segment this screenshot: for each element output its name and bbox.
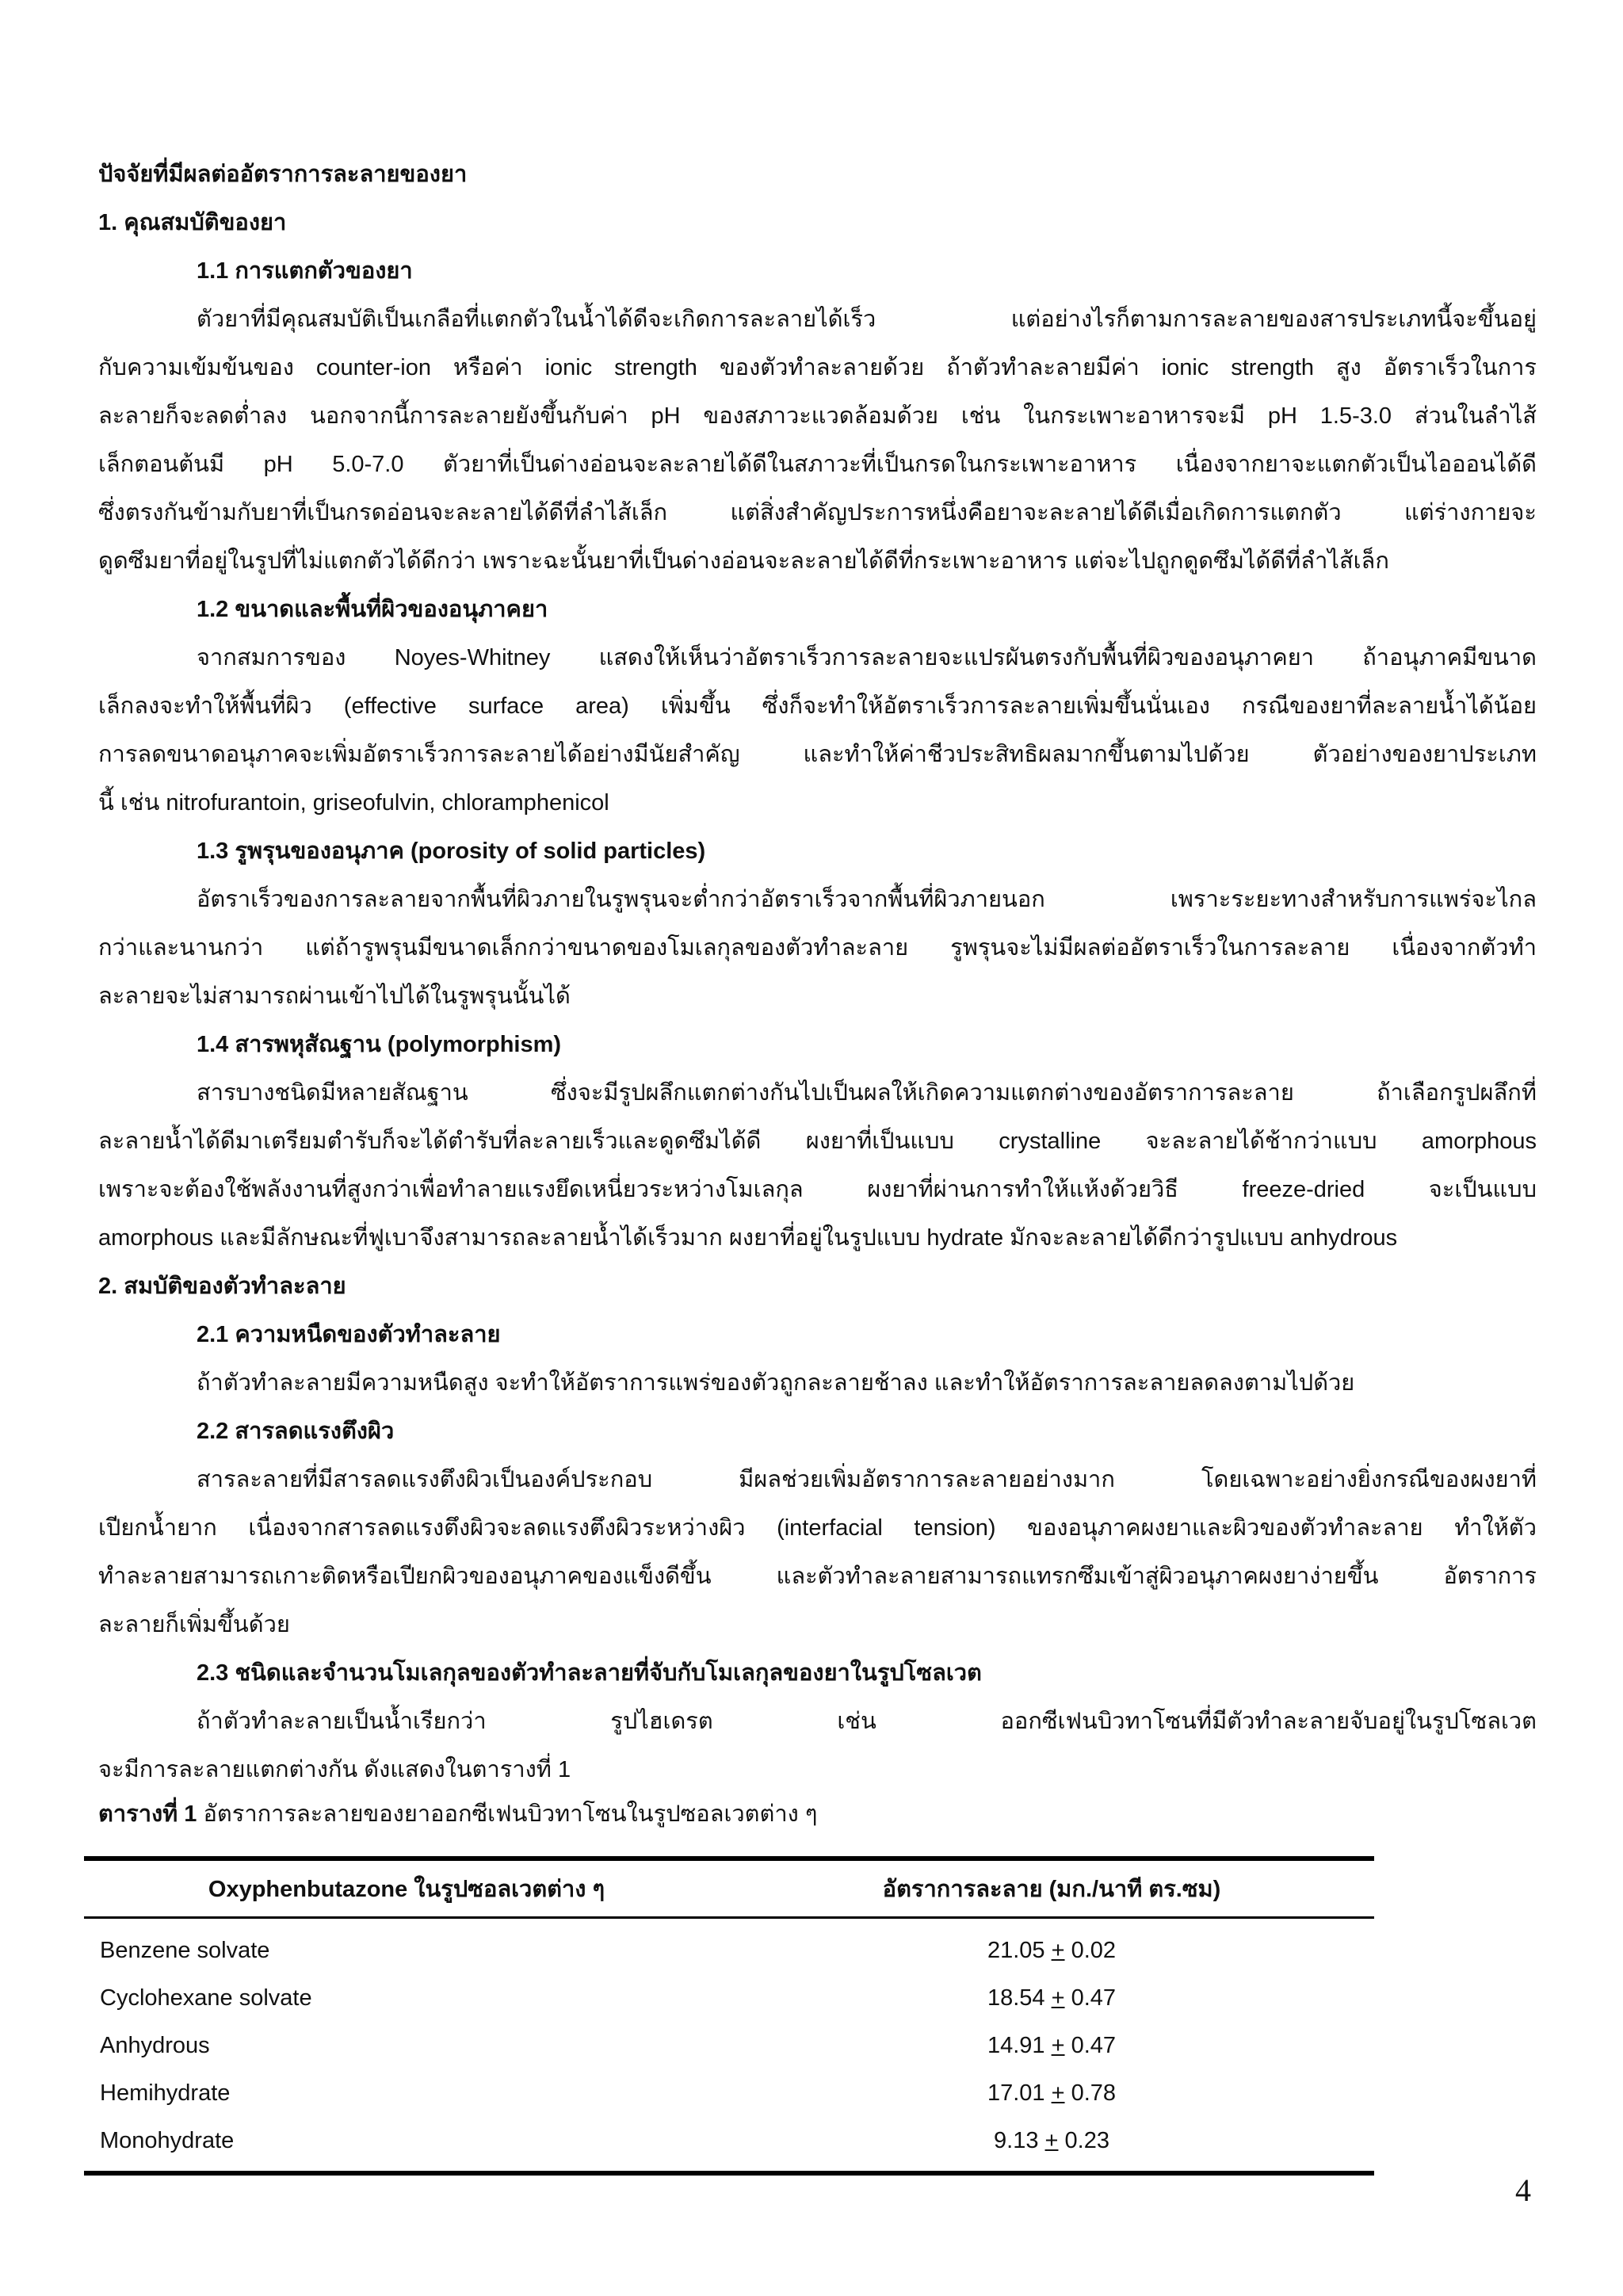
rate-sd: 0.02: [1071, 1937, 1117, 1963]
subsection-1-4-title: 1.4 สารพหุสัณฐาน (polymorphism): [197, 1032, 562, 1057]
dissolution-rate-table: [84, 1856, 1374, 2176]
rate-mean: 17.01: [987, 2080, 1045, 2106]
plus-minus-sign: +: [1051, 2032, 1065, 2058]
plus-minus-sign: +: [1051, 2080, 1065, 2106]
subsection-2-3-title: 2.3 ชนิดและจำนวนโมเลกุลของตัวทำละลายที่จับกับโมเลกุลของยาในรูปโซลเวต: [197, 1660, 982, 1686]
paragraph-line: ดูดซึมยาที่อยู่ในรูปที่ไม่แตกตัวได้ดีกว่า เพราะฉะนั้นยาที่เป็นด่างอ่อนจะละลายได้ดีที่กระเพาะอาหาร แต่จะไปถูกดูดซึมได้ดีที่ลำไส้เล็ก: [98, 548, 1389, 574]
rate-value: [729, 2022, 1374, 2069]
paragraph-line: จากสมการของ Noyes-Whitney แสดงให้เห็นว่าอัตราเร็วการละลายจะแปรผันตรงกับพื้นที่ผิวของอนุภาคยา ถ้าอนุภาคมีขนาด: [197, 645, 1537, 670]
paragraph-line: ทำละลายสามารถเกาะติดหรือเปียกผิวของอนุภาคของแข็งดีขึ้น และตัวทำละลายสามารถแทรกซึมเข้าสู่ผิวอนุภาคผงยาง่ายขึ้น อัตราการ: [98, 1564, 1537, 1589]
solvate-name: Hemihydrate: [100, 2080, 231, 2106]
table-row: [84, 1974, 1374, 2022]
rate-mean: 18.54: [987, 1985, 1045, 2011]
paragraph-line: ละลายก็จะลดต่ำลง นอกจากนี้การละลายยังขึ้นกับค่า pH ของสภาวะแวดล้อมด้วย เช่น ในกระเพาะอาหารจะมี pH 1.5-3.0 ส่วนในลำไส้: [98, 403, 1537, 429]
rate-value: [729, 1974, 1374, 2022]
paragraph-line: สารบางชนิดมีหลายสัณฐาน ซึ่งจะมีรูปผลึกแตกต่างกันไปเป็นผลให้เกิดความแตกต่างของอัตราการละลาย ถ้าเลือกรูปผลึกที่: [197, 1080, 1537, 1106]
subsection-1-1-title: 1.1 การแตกตัวของยา: [197, 258, 413, 284]
rate-mean: 14.91: [987, 2032, 1045, 2058]
solvate-name: Benzene solvate: [100, 1937, 270, 1963]
table-row: [84, 2022, 1374, 2069]
paragraph-line: ถ้าตัวทำละลายมีความหนืดสูง จะทำให้อัตราการแพร่ของตัวถูกละลายช้าลง และทำให้อัตราการละลายลดลงตามไปด้วย: [197, 1370, 1355, 1396]
paragraph-line: ละลายน้ำได้ดีมาเตรียมตำรับก็จะได้ตำรับที่ละลายเร็วและดูดซึมได้ดี ผงยาที่เป็นแบบ crystalline จะละลายได้ช้ากว่าแบบ amorphous: [98, 1129, 1537, 1154]
document-body: [98, 151, 1537, 1834]
rate-value: [729, 2117, 1374, 2173]
paragraph-line: ตัวยาที่มีคุณสมบัติเป็นเกลือที่แตกตัวในน้ำได้ดีจะเกิดการละลายได้เร็ว แต่อย่างไรก็ตามการละลายของสารประเภทนี้จะขึ้นอยู่: [197, 307, 1537, 332]
paragraph-line: นี้ เช่น nitrofurantoin, griseofulvin, chloramphenicol: [98, 790, 609, 816]
subsection-1-2-title: 1.2 ขนาดและพื้นที่ผิวของอนุภาคยา: [197, 597, 548, 622]
subsection-2-1-title: 2.1 ความหนืดของตัวทำละลาย: [197, 1322, 501, 1347]
paragraph-line: เพราะจะต้องใช้พลังงานที่สูงกว่าเพื่อทำลายแรงยึดเหนี่ยวระหว่างโมเลกุล ผงยาที่ผ่านการทำให้แห้งด้วยวิธี freeze-dried จะเป็นแบบ: [98, 1177, 1537, 1202]
paragraph-line: ละลายจะไม่สามารถผ่านเข้าไปได้ในรูพรุนนั้นได้: [98, 984, 571, 1009]
section-1-title: 1. คุณสมบัติของยา: [98, 210, 287, 235]
subsection-2-2-title: 2.2 สารลดแรงตึงผิว: [197, 1419, 395, 1444]
paragraph-line: ถ้าตัวทำละลายเป็นน้ำเรียกว่า รูปไฮเดรต เช่น ออกซีเฟนบิวทาโซนที่มีตัวทำละลายจับอยู่ในรูปโซลเวต: [197, 1709, 1537, 1734]
page-heading: ปัจจัยที่มีผลต่ออัตราการละลายของยา: [98, 162, 468, 187]
paragraph-line: เล็กลงจะทำให้พื้นที่ผิว (effective surface area) เพิ่มขึ้น ซึ่งก็จะทำให้อัตราเร็วการละลายเพิ่มขึ้นนั่นเอง กรณีของยาที่ละลายน้ำได้น้อย: [98, 693, 1537, 719]
rate-mean: 21.05: [987, 1937, 1045, 1963]
rate-mean: 9.13: [994, 2127, 1039, 2153]
paragraph-line: การลดขนาดอนุภาคจะเพิ่มอัตราเร็วการละลายได้อย่างมีนัยสำคัญ และทำให้ค่าชีวประสิทธิผลมากขึ้นตามไปด้วย ตัวอย่างของยาประเภท: [98, 742, 1537, 767]
column-header-solvate: Oxyphenbutazone ในรูปซอลเวตต่าง ๆ: [84, 1859, 729, 1918]
subsection-1-3-title: 1.3 รูพรุนของอนุภาค (porosity of solid particles): [197, 839, 706, 864]
table-caption: [98, 1794, 1537, 1834]
paragraph-line: ละลายก็เพิ่มขึ้นด้วย: [98, 1612, 290, 1637]
paragraph-line: เปียกน้ำยาก เนื่องจากสารลดแรงตึงผิวจะลดแรงตึงผิวระหว่างผิว (interfacial tension) ของอนุภาคผงยาและผิวของตัวทำละลาย ทำให้ตัว: [98, 1515, 1537, 1541]
table-header-row: [84, 1859, 1374, 1918]
column-header-rate: อัตราการละลาย (มก./นาที ตร.ซม): [729, 1859, 1374, 1918]
paragraph-line: ซึ่งตรงกันข้ามกับยาที่เป็นกรดอ่อนจะละลายได้ดีที่ลำไส้เล็ก แต่สิ่งสำคัญประการหนึ่งคือยาจะละลายได้ดีเมื่อเกิดการแตกตัว แต่ร่างกายจะ: [98, 500, 1537, 525]
table-row: [84, 2069, 1374, 2117]
plus-minus-sign: +: [1051, 1937, 1065, 1963]
rate-sd: 0.47: [1071, 2032, 1117, 2058]
paragraph-line: กับความเข้มข้นของ counter-ion หรือค่า ionic strength ของตัวทำละลายด้วย ถ้าตัวทำละลายมีค่า ionic strength สูง อัตราเร็วในการ: [98, 355, 1537, 380]
solvate-name: Anhydrous: [100, 2032, 210, 2058]
section-2-title: 2. สมบัติของตัวทำละลาย: [98, 1274, 346, 1299]
page-number: 4: [1515, 2172, 1531, 2208]
solvate-name: Monohydrate: [84, 2117, 729, 2173]
paragraph-line: เล็กตอนต้นมี pH 5.0-7.0 ตัวยาที่เป็นด่างอ่อนจะละลายได้ดีในสภาวะที่เป็นกรดในกระเพาะอาหาร เนื่องจากยาจะแตกตัวเป็นไอออนได้ดี: [98, 452, 1537, 477]
plus-minus-sign: +: [1044, 2127, 1059, 2153]
paragraph-line: อัตราเร็วของการละลายจากพื้นที่ผิวภายในรูพรุนจะต่ำกว่าอัตราเร็วจากพื้นที่ผิวภายนอก เพราะระยะทางสำหรับการแพร่จะไกล: [197, 887, 1537, 912]
solvate-name: Cyclohexane solvate: [100, 1985, 312, 2011]
rate-sd: 0.23: [1064, 2127, 1109, 2153]
rate-sd: 0.78: [1071, 2080, 1117, 2106]
plus-minus-sign: +: [1051, 1985, 1065, 2011]
paragraph-line: กว่าและนานกว่า แต่ถ้ารูพรุนมีขนาดเล็กกว่าขนาดของโมเลกุลของตัวทำละลาย รูพรุนจะไม่มีผลต่ออัตราเร็วในการละลาย เนื่องจากตัวทำ: [98, 935, 1537, 961]
table-caption-text: อัตราการละลายของยาออกซีเฟนบิวทาโซนในรูปซอลเวตต่าง ๆ: [197, 1801, 818, 1827]
table-caption-label: ตารางที่ 1: [98, 1801, 197, 1827]
paragraph-line: จะมีการละลายแตกต่างกัน ดังแสดงในตารางที่ 1: [98, 1757, 571, 1782]
rate-value: [729, 2069, 1374, 2117]
table-row: [84, 1918, 1374, 1975]
rate-sd: 0.47: [1071, 1985, 1117, 2011]
paragraph-line: amorphous และมีลักษณะที่ฟูเบาจึงสามารถละลายน้ำได้เร็วมาก ผงยาที่อยู่ในรูปแบบ hydrate มักจะละลายได้ดีกว่ารูปแบบ anhydrous: [98, 1225, 1398, 1251]
table-row: [84, 2117, 1374, 2173]
paragraph-line: สารละลายที่มีสารลดแรงตึงผิวเป็นองค์ประกอบ มีผลช่วยเพิ่มอัตราการละลายอย่างมาก โดยเฉพาะอย่างยิ่งกรณีของผงยาที่: [197, 1467, 1537, 1492]
rate-value: [729, 1918, 1374, 1975]
